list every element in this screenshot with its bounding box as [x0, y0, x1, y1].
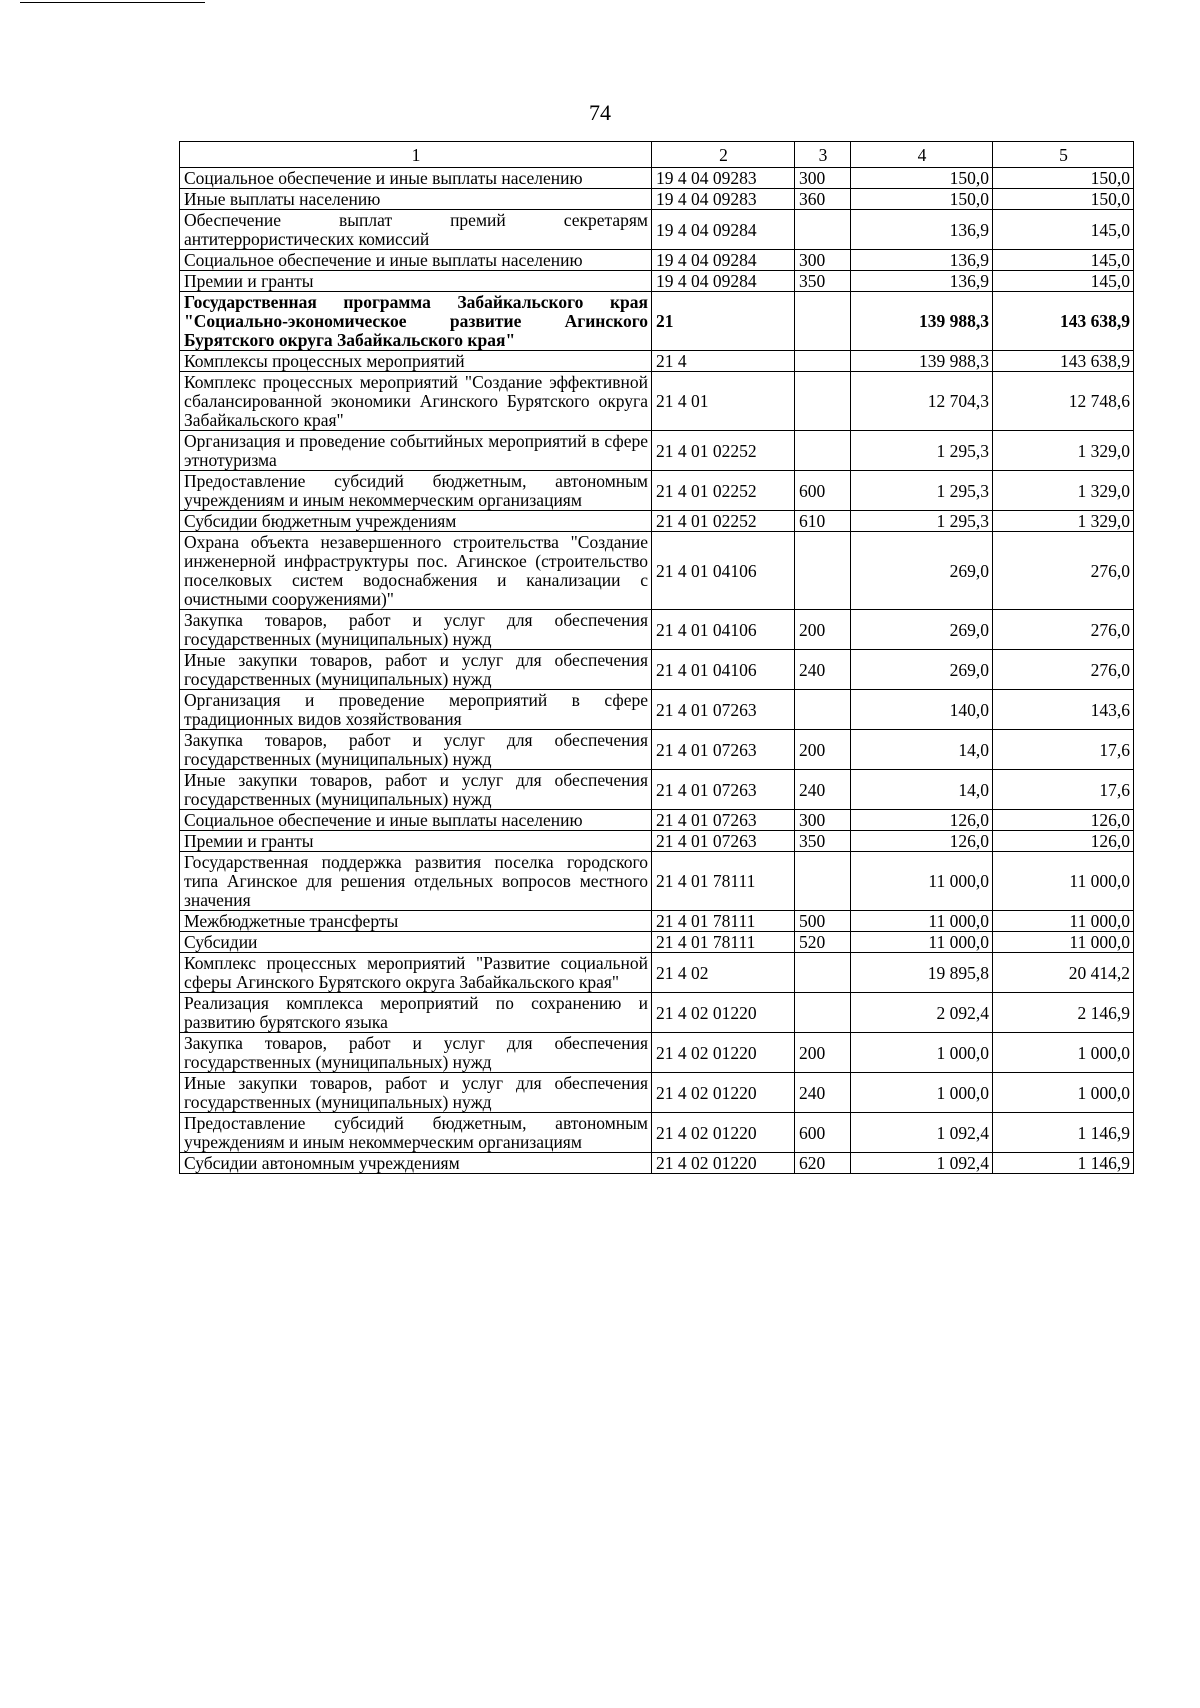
row-amount-year2-cell: 276,0 [993, 650, 1134, 690]
row-amount-year2-cell: 276,0 [993, 610, 1134, 650]
row-amount-year1-cell: 1 295,3 [851, 431, 993, 471]
row-amount-year1-cell: 2 092,4 [851, 993, 993, 1033]
row-name-cell: Иные выплаты населению [180, 189, 652, 210]
page-number: 74 [589, 100, 611, 125]
row-amount-year1-cell: 12 704,3 [851, 372, 993, 431]
table-row [180, 372, 1134, 431]
row-expense-type-cell: 240 [795, 1073, 851, 1113]
table-row [180, 189, 1134, 210]
table-row [180, 730, 1134, 770]
row-expense-type-cell: 300 [795, 810, 851, 831]
row-name-cell: Субсидии [180, 932, 652, 953]
budget-table [179, 141, 1134, 1174]
row-amount-year2-cell: 126,0 [993, 831, 1134, 852]
row-name-cell: Межбюджетные трансферты [180, 911, 652, 932]
row-code-cell: 21 4 [652, 351, 795, 372]
row-code-cell: 19 4 04 09284 [652, 250, 795, 271]
row-expense-type-cell [795, 431, 851, 471]
row-amount-year2-cell: 126,0 [993, 810, 1134, 831]
row-code-cell: 21 4 01 78111 [652, 852, 795, 911]
row-expense-type-cell: 600 [795, 1113, 851, 1153]
row-code-cell: 21 4 01 02252 [652, 431, 795, 471]
row-name-cell: Обеспечение выплат премий секретарям антитеррористических комиссий [180, 210, 652, 250]
table-row [180, 292, 1134, 351]
row-amount-year2-cell: 2 146,9 [993, 993, 1134, 1033]
row-code-cell: 21 4 02 01220 [652, 993, 795, 1033]
row-name-cell: Социальное обеспечение и иные выплаты населению [180, 810, 652, 831]
row-amount-year2-cell: 150,0 [993, 189, 1134, 210]
row-amount-year2-cell: 1 146,9 [993, 1113, 1134, 1153]
row-code-cell: 21 4 01 02252 [652, 471, 795, 511]
row-amount-year1-cell: 126,0 [851, 831, 993, 852]
row-name-cell: Иные закупки товаров, работ и услуг для обеспечения государственных (муниципальных) нужд [180, 650, 652, 690]
row-amount-year1-cell: 126,0 [851, 810, 993, 831]
row-amount-year2-cell: 20 414,2 [993, 953, 1134, 993]
row-amount-year2-cell: 11 000,0 [993, 852, 1134, 911]
header-col-4: 4 [851, 142, 993, 168]
row-name-cell: Предоставление субсидий бюджетным, автономным учреждениям и иным некоммерческим организациям [180, 1113, 652, 1153]
row-name-cell: Закупка товаров, работ и услуг для обеспечения государственных (муниципальных) нужд [180, 730, 652, 770]
row-amount-year2-cell: 17,6 [993, 730, 1134, 770]
table-row [180, 610, 1134, 650]
table-row [180, 852, 1134, 911]
table-row [180, 532, 1134, 610]
row-name-cell: Предоставление субсидий бюджетным, автономным учреждениям и иным некоммерческим организациям [180, 471, 652, 511]
row-amount-year1-cell: 14,0 [851, 730, 993, 770]
row-amount-year2-cell: 1 146,9 [993, 1153, 1134, 1174]
row-code-cell: 21 4 01 02252 [652, 511, 795, 532]
row-name-cell: Комплексы процессных мероприятий [180, 351, 652, 372]
row-expense-type-cell [795, 690, 851, 730]
row-amount-year2-cell: 143 638,9 [993, 351, 1134, 372]
table-row [180, 932, 1134, 953]
row-code-cell: 21 4 02 01220 [652, 1153, 795, 1174]
row-amount-year1-cell: 150,0 [851, 189, 993, 210]
row-code-cell: 21 4 01 07263 [652, 810, 795, 831]
table-row [180, 351, 1134, 372]
row-amount-year1-cell: 150,0 [851, 168, 993, 189]
table-row [180, 911, 1134, 932]
row-name-cell: Премии и гранты [180, 271, 652, 292]
header-col-3: 3 [795, 142, 851, 168]
row-amount-year1-cell: 136,9 [851, 250, 993, 271]
row-amount-year2-cell: 276,0 [993, 532, 1134, 610]
row-amount-year1-cell: 1 000,0 [851, 1073, 993, 1113]
row-expense-type-cell: 360 [795, 189, 851, 210]
row-amount-year2-cell: 143 638,9 [993, 292, 1134, 351]
row-code-cell: 21 4 01 04106 [652, 610, 795, 650]
row-expense-type-cell [795, 993, 851, 1033]
row-code-cell: 19 4 04 09284 [652, 271, 795, 292]
row-amount-year1-cell: 1 295,3 [851, 471, 993, 511]
header-row [180, 142, 1134, 168]
header-col-5: 5 [993, 142, 1134, 168]
row-expense-type-cell [795, 351, 851, 372]
row-expense-type-cell: 520 [795, 932, 851, 953]
row-amount-year1-cell: 1 092,4 [851, 1113, 993, 1153]
row-name-cell: Комплекс процессных мероприятий "Создание эффективной сбалансированной экономики Агинского Бурятского округа Забайкальского края" [180, 372, 652, 431]
row-name-cell: Иные закупки товаров, работ и услуг для обеспечения государственных (муниципальных) нужд [180, 770, 652, 810]
table-row [180, 1153, 1134, 1174]
row-amount-year1-cell: 11 000,0 [851, 932, 993, 953]
row-name-cell: Социальное обеспечение и иные выплаты населению [180, 250, 652, 271]
header-col-2: 2 [652, 142, 795, 168]
row-name-cell: Организация и проведение событийных мероприятий в сфере этнотуризма [180, 431, 652, 471]
table-row [180, 953, 1134, 993]
row-amount-year2-cell: 1 329,0 [993, 511, 1134, 532]
row-name-cell: Субсидии автономным учреждениям [180, 1153, 652, 1174]
row-amount-year1-cell: 1 000,0 [851, 1033, 993, 1073]
row-name-cell: Иные закупки товаров, работ и услуг для обеспечения государственных (муниципальных) нужд [180, 1073, 652, 1113]
table-row [180, 250, 1134, 271]
row-amount-year1-cell: 19 895,8 [851, 953, 993, 993]
row-expense-type-cell [795, 953, 851, 993]
row-expense-type-cell [795, 532, 851, 610]
row-amount-year1-cell: 11 000,0 [851, 911, 993, 932]
row-amount-year2-cell: 150,0 [993, 168, 1134, 189]
row-amount-year2-cell: 1 000,0 [993, 1033, 1134, 1073]
row-amount-year1-cell: 139 988,3 [851, 351, 993, 372]
row-code-cell: 21 4 01 [652, 372, 795, 431]
row-code-cell: 21 4 01 04106 [652, 532, 795, 610]
table-row [180, 831, 1134, 852]
row-code-cell: 21 4 01 07263 [652, 690, 795, 730]
row-amount-year1-cell: 14,0 [851, 770, 993, 810]
table-row [180, 993, 1134, 1033]
row-amount-year2-cell: 1 000,0 [993, 1073, 1134, 1113]
row-expense-type-cell: 350 [795, 271, 851, 292]
row-code-cell: 19 4 04 09283 [652, 189, 795, 210]
row-expense-type-cell: 350 [795, 831, 851, 852]
row-expense-type-cell: 610 [795, 511, 851, 532]
row-amount-year1-cell: 269,0 [851, 532, 993, 610]
row-amount-year1-cell: 136,9 [851, 271, 993, 292]
row-amount-year2-cell: 143,6 [993, 690, 1134, 730]
table-row [180, 650, 1134, 690]
top-rule [20, 2, 205, 3]
row-amount-year2-cell: 1 329,0 [993, 471, 1134, 511]
row-expense-type-cell: 600 [795, 471, 851, 511]
row-code-cell: 21 4 01 78111 [652, 932, 795, 953]
row-code-cell: 21 4 02 01220 [652, 1113, 795, 1153]
row-amount-year2-cell: 1 329,0 [993, 431, 1134, 471]
row-expense-type-cell [795, 372, 851, 431]
row-expense-type-cell [795, 292, 851, 351]
row-amount-year2-cell: 11 000,0 [993, 911, 1134, 932]
table-row [180, 471, 1134, 511]
row-expense-type-cell: 240 [795, 650, 851, 690]
row-amount-year2-cell: 11 000,0 [993, 932, 1134, 953]
row-amount-year1-cell: 269,0 [851, 610, 993, 650]
row-code-cell: 21 4 01 07263 [652, 770, 795, 810]
row-amount-year1-cell: 269,0 [851, 650, 993, 690]
row-code-cell: 21 4 01 07263 [652, 730, 795, 770]
row-expense-type-cell: 200 [795, 730, 851, 770]
row-expense-type-cell: 500 [795, 911, 851, 932]
row-name-cell: Государственная программа Забайкальского края "Социально-экономическое развитие Агинского Бурятского округа Забайкальского края" [180, 292, 652, 351]
row-code-cell: 21 4 02 01220 [652, 1033, 795, 1073]
row-name-cell: Реализация комплекса мероприятий по сохранению и развитию бурятского языка [180, 993, 652, 1033]
row-amount-year2-cell: 12 748,6 [993, 372, 1134, 431]
row-amount-year2-cell: 17,6 [993, 770, 1134, 810]
row-expense-type-cell: 300 [795, 168, 851, 189]
row-code-cell: 21 4 02 [652, 953, 795, 993]
row-name-cell: Закупка товаров, работ и услуг для обеспечения государственных (муниципальных) нужд [180, 610, 652, 650]
row-name-cell: Субсидии бюджетным учреждениям [180, 511, 652, 532]
row-amount-year1-cell: 136,9 [851, 210, 993, 250]
row-expense-type-cell: 200 [795, 610, 851, 650]
row-code-cell: 21 4 01 78111 [652, 911, 795, 932]
table-row [180, 690, 1134, 730]
row-amount-year1-cell: 11 000,0 [851, 852, 993, 911]
table-row [180, 210, 1134, 250]
table-row [180, 431, 1134, 471]
row-amount-year2-cell: 145,0 [993, 250, 1134, 271]
row-name-cell: Премии и гранты [180, 831, 652, 852]
row-name-cell: Государственная поддержка развития поселка городского типа Агинское для решения отдельных вопросов местного значения [180, 852, 652, 911]
table-row [180, 1033, 1134, 1073]
row-expense-type-cell [795, 210, 851, 250]
row-code-cell: 21 [652, 292, 795, 351]
row-name-cell: Охрана объекта незавершенного строительства "Создание инженерной инфраструктуры пос. Агинское (строительство поселковых систем водоснабжения и канализации с очистными сооружениями)" [180, 532, 652, 610]
table-row [180, 810, 1134, 831]
table-body [180, 168, 1134, 1174]
row-amount-year1-cell: 1 295,3 [851, 511, 993, 532]
table-row [180, 770, 1134, 810]
row-name-cell: Организация и проведение мероприятий в сфере традиционных видов хозяйствования [180, 690, 652, 730]
row-code-cell: 21 4 02 01220 [652, 1073, 795, 1113]
row-name-cell: Социальное обеспечение и иные выплаты населению [180, 168, 652, 189]
row-expense-type-cell: 200 [795, 1033, 851, 1073]
row-expense-type-cell [795, 852, 851, 911]
row-code-cell: 21 4 01 07263 [652, 831, 795, 852]
header-col-1: 1 [180, 142, 652, 168]
row-name-cell: Закупка товаров, работ и услуг для обеспечения государственных (муниципальных) нужд [180, 1033, 652, 1073]
row-expense-type-cell: 620 [795, 1153, 851, 1174]
table-row [180, 1073, 1134, 1113]
row-amount-year1-cell: 139 988,3 [851, 292, 993, 351]
row-code-cell: 19 4 04 09283 [652, 168, 795, 189]
table-row [180, 271, 1134, 292]
row-expense-type-cell: 300 [795, 250, 851, 271]
row-code-cell: 21 4 01 04106 [652, 650, 795, 690]
table-row [180, 511, 1134, 532]
row-name-cell: Комплекс процессных мероприятий "Развитие социальной сферы Агинского Бурятского округа Забайкальского края" [180, 953, 652, 993]
table-row [180, 168, 1134, 189]
row-amount-year1-cell: 140,0 [851, 690, 993, 730]
row-amount-year1-cell: 1 092,4 [851, 1153, 993, 1174]
table-row [180, 1113, 1134, 1153]
row-amount-year2-cell: 145,0 [993, 271, 1134, 292]
row-amount-year2-cell: 145,0 [993, 210, 1134, 250]
row-code-cell: 19 4 04 09284 [652, 210, 795, 250]
row-expense-type-cell: 240 [795, 770, 851, 810]
